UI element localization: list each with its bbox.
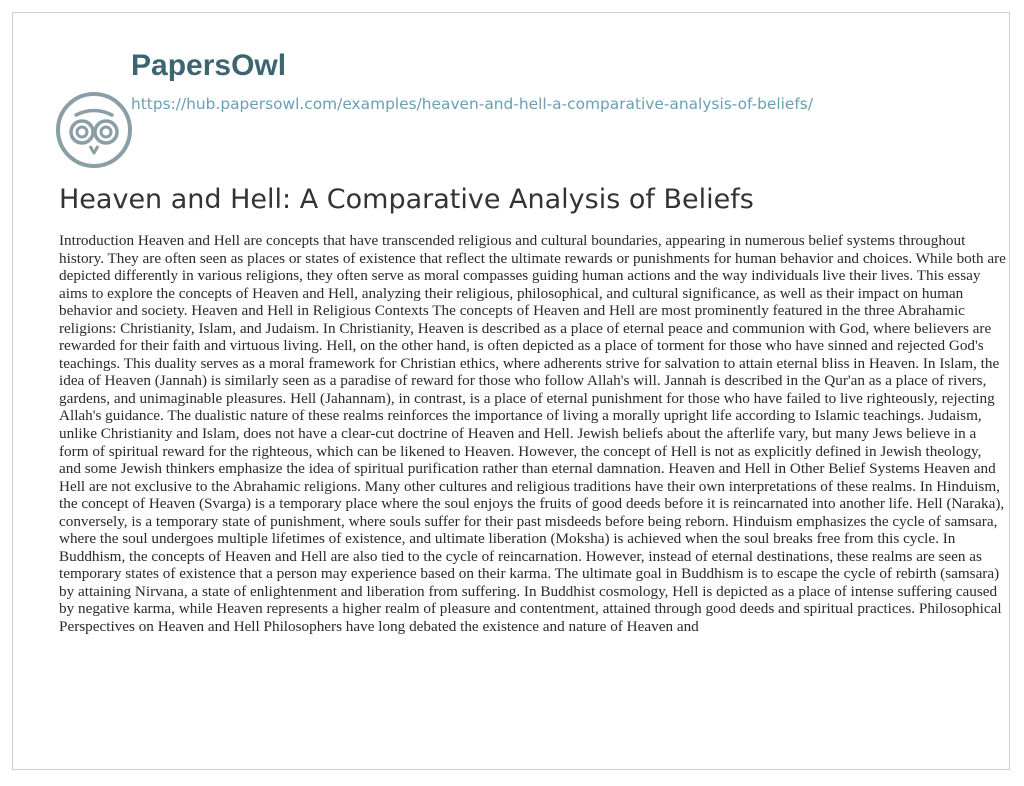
owl-icon[interactable] <box>55 91 133 169</box>
article-body: Introduction Heaven and Hell are concepts that have transcended religious and cultural boundaries, appearing in numerous belief systems throughout history. They are often seen as places or states of existence that reflect the ultimate rewards or punishments for human behavior and choices. While both are depicted differently in various religions, they often serve as moral compasses guiding human actions and the way individuals live their lives. This essay aims to explore the concepts of Heaven and Hell, analyzing their religious, philosophical, and cultural significance, as well as their impact on human behavior and society. Heaven and Hell in Religious Contexts The concepts of Heaven and Hell are most prominently featured in the three Abrahamic religions: Christianity, Islam, and Judaism. In Christianity, Heaven is described as a place of eternal peace and communion with God, where believers are rewarded for their faith and virtuous living. Hell, on the other hand, is often depicted as a place of torment for those who have sinned and rejected God's teachings. This duality serves as a moral framework for Christian ethics, where adherents strive for salvation to attain eternal bliss in Heaven. In Islam, the idea of Heaven (Jannah) is similarly seen as a paradise of reward for those who follow Allah's will. Jannah is described in the Qur'an as a place of rivers, gardens, and unimaginable pleasures. Hell (Jahannam), in contrast, is a place of eternal punishment for those who have failed to live righteously, rejecting Allah's guidance. The dualistic nature of these realms reinforces the importance of living a morally upright life according to Islamic teachings. Judaism, unlike Christianity and Islam, does not have a clear-cut doctrine of Heaven and Hell. Jewish beliefs about the afterlife vary, but many Jews believe in a form of spiritual reward for the righteous, which can be likened to Heaven. However, the concept of Hell is not as explicitly defined in Jewish theology, and some Jewish thinkers emphasize the idea of spiritual purification rather than eternal damnation. Heaven and Hell in Other Belief Systems Heaven and Hell are not exclusive to the Abrahamic religions. Many other cultures and religious traditions have their own interpretations of these realms. In Hinduism, the concept of Heaven (Svarga) is a temporary place where the soul enjoys the fruits of good deeds before it is reincarnated into another life. Hell (Naraka), conversely, is a temporary state of punishment, where souls suffer for their past misdeeds before being reborn. Hinduism emphasizes the cycle of samsara, where the soul undergoes multiple lifetimes of existence, and ultimate liberation (Moksha) is achieved when the soul breaks free from this cycle. In Buddhism, the concepts of Heaven and Hell are also tied to the cycle of reincarnation. However, instead of eternal destinations, these realms are seen as temporary states of existence that a person may experience based on their karma. The ultimate goal in Buddhism is to escape the cycle of rebirth (samsara) by attaining Nirvana, a state of enlightenment and liberation from suffering. In Buddhist cosmology, Hell is depicted as a place of intense suffering caused by negative karma, while Heaven represents a higher realm of pleasure and contentment, attained through good deeds and spiritual practices. Philosophical Perspectives on Heaven and Hell Philosophers have long debated the existence and nature of Heaven and <box>59 232 1006 636</box>
article-title: Heaven and Hell: A Comparative Analysis of Beliefs <box>59 184 754 215</box>
page-url-link[interactable]: https://hub.papersowl.com/examples/heaven-and-hell-a-comparative-analysis-of-beliefs/ <box>131 95 814 113</box>
site-brand-name[interactable]: PapersOwl <box>131 49 287 82</box>
page-frame <box>12 12 1010 770</box>
